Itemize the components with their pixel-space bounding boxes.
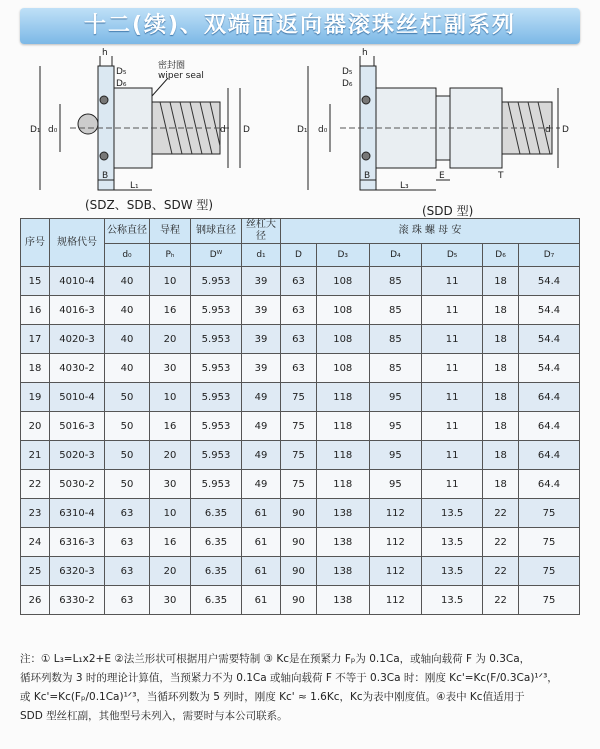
table-cell: 16 [150, 412, 191, 441]
table-cell: 17 [21, 325, 50, 354]
table-cell: 50 [105, 412, 150, 441]
table-cell: 108 [316, 296, 369, 325]
seal-label-en: wiper seal [158, 71, 204, 81]
table-cell: 85 [369, 354, 422, 383]
table-cell: 54.4 [519, 325, 580, 354]
left-label-d5: D₅ [116, 67, 127, 77]
table-cell: 50 [105, 470, 150, 499]
table-cell: 75 [519, 528, 580, 557]
table-cell: 118 [316, 441, 369, 470]
header-D: D [281, 244, 317, 267]
right-label-d: d [545, 125, 551, 135]
diagrams [0, 48, 600, 218]
table-cell: 5.953 [191, 267, 242, 296]
table-cell: 61 [242, 528, 281, 557]
table-cell: 75 [281, 441, 317, 470]
right-label-T: T [498, 171, 504, 181]
table-cell: 63 [105, 499, 150, 528]
left-label-d1: D₁ [30, 125, 41, 135]
table-cell: 10 [150, 383, 191, 412]
table-cell: 16 [150, 528, 191, 557]
note-line: SDD 型丝杠副，其他型号未列入，需要时与本公司联系。 [20, 710, 288, 722]
right-label-d1: D₁ [297, 125, 308, 135]
table-cell: 20 [21, 412, 50, 441]
table-cell: 5030-2 [50, 470, 105, 499]
table-cell: 112 [369, 499, 422, 528]
table-cell: 18 [483, 354, 519, 383]
table-cell: 13.5 [422, 528, 483, 557]
left-label-d: d [220, 125, 226, 135]
table-cell: 5.953 [191, 325, 242, 354]
table-cell: 85 [369, 325, 422, 354]
table-cell: 5.953 [191, 412, 242, 441]
table-cell: 4010-4 [50, 267, 105, 296]
left-label-B: B [102, 171, 109, 181]
table-cell: 20 [150, 441, 191, 470]
table-cell: 63 [281, 267, 317, 296]
table-cell: 10 [150, 267, 191, 296]
table-cell: 75 [519, 499, 580, 528]
table-cell: 95 [369, 383, 422, 412]
table-cell: 18 [21, 354, 50, 383]
table-cell: 23 [21, 499, 50, 528]
header-model: 规格代号 [50, 219, 105, 267]
table-cell: 20 [150, 325, 191, 354]
table-cell: 40 [105, 267, 150, 296]
table-cell: 112 [369, 528, 422, 557]
table-cell: 22 [483, 499, 519, 528]
header-no: 序号 [21, 219, 50, 267]
table-cell: 75 [281, 470, 317, 499]
table-cell: 6316-3 [50, 528, 105, 557]
table-cell: 63 [281, 325, 317, 354]
table-cell: 138 [316, 557, 369, 586]
table-cell: 138 [316, 586, 369, 615]
table-cell: 5.953 [191, 383, 242, 412]
table-cell: 4016-3 [50, 296, 105, 325]
table-cell: 85 [369, 267, 422, 296]
table-cell: 90 [281, 557, 317, 586]
table-cell: 5.953 [191, 296, 242, 325]
table-cell: 15 [21, 267, 50, 296]
table-cell: 39 [242, 267, 281, 296]
table-row [21, 296, 580, 325]
table-cell: 11 [422, 354, 483, 383]
table-cell: 30 [150, 354, 191, 383]
table-cell: 26 [21, 586, 50, 615]
table-cell: 40 [105, 325, 150, 354]
table-cell: 11 [422, 325, 483, 354]
table-cell: 118 [316, 470, 369, 499]
table-cell: 63 [105, 528, 150, 557]
table-cell: 40 [105, 354, 150, 383]
table-cell: 118 [316, 383, 369, 412]
table-cell: 95 [369, 441, 422, 470]
table-cell: 75 [519, 557, 580, 586]
right-diagram-caption: (SDD 型) [422, 204, 474, 218]
header-D5: D₅ [422, 244, 483, 267]
table-cell: 18 [483, 441, 519, 470]
note-line: 或 Kᴄ'=Kᴄ(Fₚ/0.1Ca)¹ᐟ³，当循环列数为 5 列时，刚度 Kᴄ' ≈ 1.6Kᴄ，Kᴄ为表中刚度值。④表中 Kᴄ值适用于 [20, 691, 525, 703]
table-cell: 75 [281, 383, 317, 412]
header-dw-name: 钢球直径 [191, 219, 242, 244]
table-cell: 6.35 [191, 557, 242, 586]
table-cell: 118 [316, 412, 369, 441]
header-d0: d₀ [105, 244, 150, 267]
table-row [21, 325, 580, 354]
table-cell: 63 [105, 557, 150, 586]
table-cell: 13.5 [422, 586, 483, 615]
table-row [21, 354, 580, 383]
table-cell: 18 [483, 383, 519, 412]
table-cell: 21 [21, 441, 50, 470]
header-d1-name: 丝杠大径 [242, 219, 281, 244]
table-cell: 11 [422, 267, 483, 296]
title-banner [20, 8, 580, 44]
table-cell: 16 [150, 296, 191, 325]
left-label-d6: D₆ [116, 79, 127, 89]
table-cell: 50 [105, 441, 150, 470]
header-d1: d₁ [242, 244, 281, 267]
table-cell: 61 [242, 557, 281, 586]
table-cell: 40 [105, 296, 150, 325]
header-D6: D₆ [483, 244, 519, 267]
table-cell: 49 [242, 412, 281, 441]
table-cell: 64.4 [519, 412, 580, 441]
header-D3: D₃ [316, 244, 369, 267]
table-cell: 90 [281, 499, 317, 528]
table-cell: 6.35 [191, 586, 242, 615]
table-cell: 90 [281, 586, 317, 615]
table-cell: 18 [483, 267, 519, 296]
table-cell: 108 [316, 267, 369, 296]
table-cell: 61 [242, 586, 281, 615]
table-cell: 6310-4 [50, 499, 105, 528]
header-dw: Dᵂ [191, 244, 242, 267]
table-cell: 112 [369, 586, 422, 615]
left-label-L1: L₁ [130, 181, 139, 191]
page-title: 十二(续)、双端面返向器滚珠丝杠副系列 [83, 13, 517, 38]
table-cell: 16 [21, 296, 50, 325]
right-label-h: h [362, 48, 368, 58]
table-row [21, 499, 580, 528]
table-cell: 54.4 [519, 296, 580, 325]
seal-label-cn: 密封圈 [158, 61, 186, 71]
table-cell: 63 [281, 354, 317, 383]
notes [20, 650, 585, 726]
table-cell: 90 [281, 528, 317, 557]
left-label-h: h [102, 48, 108, 58]
table-cell: 54.4 [519, 267, 580, 296]
right-label-d5: D₅ [342, 67, 353, 77]
note-line: 循环列数为 3 时的理论计算值，当预紧力不为 0.1Ca 或轴向载荷 F 不等于 0.3Ca 时：刚度 Kᴄ'=Kᴄ(F/0.3Ca)¹ᐟ³， [20, 672, 558, 684]
table-cell: 85 [369, 296, 422, 325]
table-cell: 11 [422, 296, 483, 325]
table-cell: 6320-3 [50, 557, 105, 586]
table-cell: 64.4 [519, 441, 580, 470]
table-cell: 11 [422, 470, 483, 499]
table-cell: 49 [242, 470, 281, 499]
table-cell: 11 [422, 441, 483, 470]
table-cell: 6.35 [191, 499, 242, 528]
table-row [21, 470, 580, 499]
header-ph: Pₕ [150, 244, 191, 267]
left-label-d0: d₀ [48, 125, 58, 135]
table-cell: 54.4 [519, 354, 580, 383]
table-cell: 11 [422, 383, 483, 412]
table-cell: 75 [519, 586, 580, 615]
right-label-d6: D₆ [342, 79, 353, 89]
spec-table-body [21, 267, 580, 615]
table-row [21, 267, 580, 296]
table-cell: 39 [242, 296, 281, 325]
table-cell: 5.953 [191, 470, 242, 499]
spec-table [20, 218, 580, 615]
header-D4: D₄ [369, 244, 422, 267]
table-cell: 39 [242, 354, 281, 383]
table-cell: 22 [483, 528, 519, 557]
table-cell: 25 [21, 557, 50, 586]
table-cell: 13.5 [422, 557, 483, 586]
left-nut-diagram [40, 56, 240, 190]
table-cell: 112 [369, 557, 422, 586]
table-cell: 5.953 [191, 441, 242, 470]
table-cell: 75 [281, 412, 317, 441]
table-cell: 95 [369, 412, 422, 441]
table-cell: 19 [21, 383, 50, 412]
table-row [21, 586, 580, 615]
table-cell: 10 [150, 499, 191, 528]
table-cell: 20 [150, 557, 191, 586]
table-cell: 63 [105, 586, 150, 615]
table-cell: 5010-4 [50, 383, 105, 412]
table-cell: 49 [242, 441, 281, 470]
table-row [21, 528, 580, 557]
note-line: 注：① L₃=L₁x2+E ②法兰形状可根据用户需要特制 ③ Kᴄ是在预紧力 Fₚ为 0.1Ca，或轴向载荷 F 为 0.3Ca， [20, 653, 531, 665]
table-cell: 18 [483, 325, 519, 354]
table-cell: 138 [316, 528, 369, 557]
table-cell: 6330-2 [50, 586, 105, 615]
table-cell: 22 [483, 557, 519, 586]
table-cell: 64.4 [519, 470, 580, 499]
table-cell: 39 [242, 325, 281, 354]
table-cell: 24 [21, 528, 50, 557]
right-label-L3: L₃ [400, 181, 409, 191]
table-cell: 13.5 [422, 499, 483, 528]
right-label-d0: d₀ [318, 125, 328, 135]
table-row [21, 383, 580, 412]
table-cell: 63 [281, 296, 317, 325]
table-row [21, 441, 580, 470]
table-cell: 5016-3 [50, 412, 105, 441]
table-row [21, 557, 580, 586]
table-cell: 11 [422, 412, 483, 441]
table-cell: 50 [105, 383, 150, 412]
table-cell: 30 [150, 470, 191, 499]
table-cell: 138 [316, 499, 369, 528]
table-cell: 95 [369, 470, 422, 499]
header-D7: D₇ [519, 244, 580, 267]
table-cell: 6.35 [191, 528, 242, 557]
left-label-D: D [243, 125, 250, 135]
right-label-E: E [439, 171, 445, 181]
table-cell: 49 [242, 383, 281, 412]
header-ph-name: 导程 [150, 219, 191, 244]
right-label-B: B [364, 171, 371, 181]
table-cell: 5.953 [191, 354, 242, 383]
table-cell: 61 [242, 499, 281, 528]
left-diagram-caption: (SDZ、SDB、SDW 型) [85, 198, 214, 212]
table-cell: 64.4 [519, 383, 580, 412]
table-row [21, 412, 580, 441]
table-cell: 18 [483, 470, 519, 499]
table-cell: 4020-3 [50, 325, 105, 354]
table-cell: 18 [483, 412, 519, 441]
table-cell: 4030-2 [50, 354, 105, 383]
table-cell: 22 [483, 586, 519, 615]
header-install: 滚 珠 螺 母 安 [281, 219, 580, 244]
table-cell: 30 [150, 586, 191, 615]
table-cell: 5020-3 [50, 441, 105, 470]
header-d0-name: 公称直径 [105, 219, 150, 244]
table-cell: 108 [316, 325, 369, 354]
table-cell: 22 [21, 470, 50, 499]
table-cell: 108 [316, 354, 369, 383]
table-cell: 18 [483, 296, 519, 325]
right-label-D: D [562, 125, 569, 135]
